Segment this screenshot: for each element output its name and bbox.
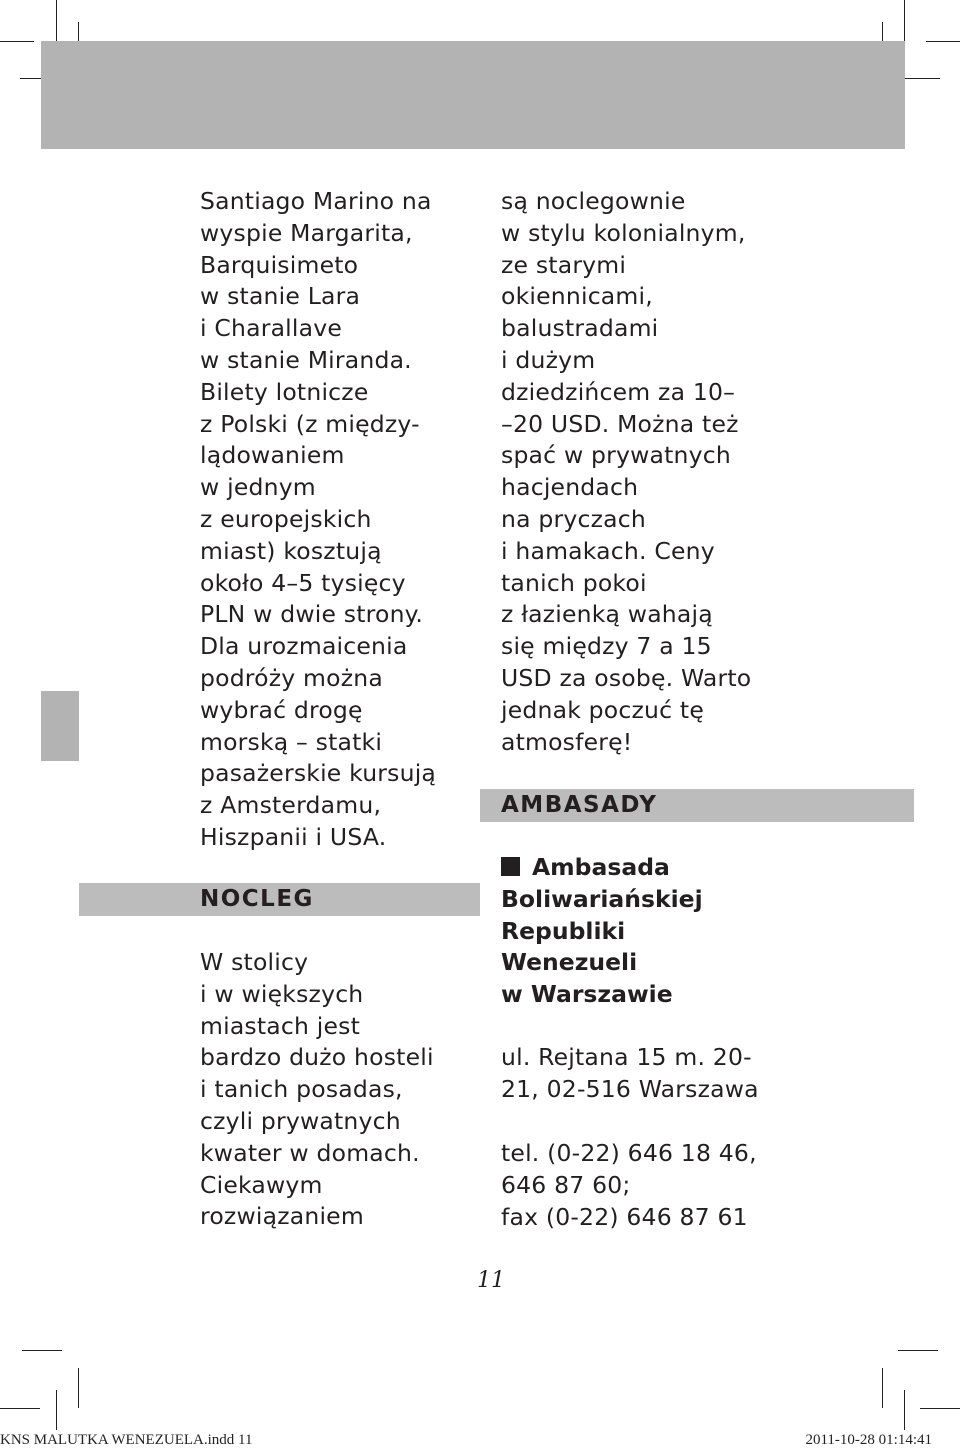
text-line: W stolicy (200, 948, 309, 976)
crop-mark (920, 1408, 960, 1409)
text-line: w stanie Lara (200, 282, 361, 311)
right-column-text (501, 186, 751, 758)
section-title-nocleg: NOCLEG (200, 886, 314, 912)
text-line: kwater w domach. (200, 1138, 420, 1167)
text-line: rozwiązaniem (200, 1202, 364, 1231)
text-line: z łazienką wahają (501, 600, 713, 629)
crop-mark (0, 41, 34, 42)
text-line: około 4–5 tysięcy (200, 568, 406, 597)
footer-timestamp: 2011-10-28 01:14:41 (805, 1432, 932, 1448)
text-line: Bilety lotnicze (200, 377, 369, 406)
text-line: w stylu kolonialnym, (501, 218, 746, 247)
text-line: wyspie Margarita, (200, 218, 413, 247)
text-line: w stanie Miranda. (200, 345, 412, 374)
text-line: czyli prywatnych (200, 1106, 401, 1135)
text-line: i tanich posadas, (200, 1075, 403, 1104)
text-line: pasażerskie kursują (200, 759, 437, 788)
text-line: spać w prywatnych (501, 441, 731, 470)
text-line: Barquisimeto (200, 250, 359, 279)
footer-filename: KNS MALUTKA WENEZUELA.indd 11 (0, 1432, 253, 1448)
crop-mark (78, 1368, 79, 1408)
text-line: bardzo dużo hosteli (200, 1043, 434, 1072)
text-line: Ciekawym (200, 1170, 323, 1199)
page-number: 11 (477, 1268, 505, 1293)
text-line: z Amsterdamu, (200, 791, 382, 820)
text-line: się między 7 a 15 (501, 632, 712, 661)
text-line: hacjendach (501, 473, 639, 502)
text-line: miastach jest (200, 1011, 361, 1040)
embassy-phone (501, 1138, 757, 1233)
text-line: atmosferę! (501, 727, 633, 756)
crop-mark (898, 1350, 938, 1351)
text-line: w jednym (200, 473, 316, 502)
embassy-name-line: Republiki (501, 916, 626, 945)
embassy-name-line: Wenezueli (501, 948, 638, 977)
text-line: –20 USD. Można też (501, 409, 739, 438)
text-line: wybrać drogę (200, 695, 363, 724)
embassy-address (501, 1042, 759, 1106)
text-line: z europejskich (200, 504, 372, 533)
phone-line: 646 87 60; (501, 1170, 631, 1199)
phone-line: tel. (0-22) 646 18 46, (501, 1139, 757, 1167)
address-line: ul. Rejtana 15 m. 20- (501, 1043, 752, 1071)
embassy-name-line: Boliwariańskiej (501, 884, 703, 913)
thumb-index-tab (41, 691, 79, 761)
text-line: i Charallave (200, 314, 342, 343)
text-line: z Polski (z między- (200, 409, 420, 438)
crop-mark (56, 1390, 57, 1430)
text-line: ze starymi (501, 250, 627, 279)
text-line: są noclegownie (501, 187, 686, 215)
text-line: Santiago Marino na (200, 187, 432, 215)
text-line: morską – statki (200, 727, 383, 756)
text-line: i dużym (501, 345, 596, 374)
left-column-nocleg-text (200, 947, 434, 1233)
text-line: podróży można (200, 663, 383, 692)
section-title-ambasady: AMBASADY (501, 792, 658, 818)
text-line: PLN w dwie strony. (200, 600, 424, 629)
text-line: USD za osobę. Warto (501, 663, 752, 692)
text-line: tanich pokoi (501, 568, 647, 597)
embassy-name-line: w Warszawie (501, 980, 673, 1009)
crop-mark (22, 1350, 62, 1351)
square-bullet-icon (501, 857, 520, 876)
text-line: balustradami (501, 314, 659, 343)
left-column-intro (200, 186, 436, 854)
text-line: jednak poczuć tę (501, 695, 704, 724)
crop-mark (904, 1390, 905, 1430)
crop-mark (882, 1368, 883, 1408)
crop-mark (926, 41, 960, 42)
phone-line: fax (0-22) 646 87 61 (501, 1202, 748, 1231)
text-line: lądowaniem (200, 441, 345, 470)
text-line: dziedzińcem za 10– (501, 377, 736, 406)
crop-mark (0, 1408, 40, 1409)
text-line: i hamakach. Ceny (501, 536, 715, 565)
text-line: na pryczach (501, 504, 646, 533)
embassy-name (501, 852, 703, 1011)
text-line: okiennicami, (501, 282, 653, 311)
address-line: 21, 02-516 Warszawa (501, 1074, 759, 1103)
text-line: miast) kosztują (200, 536, 382, 565)
text-line: i w większych (200, 979, 364, 1008)
embassy-name-line: Ambasada (501, 852, 703, 884)
header-band (41, 41, 905, 149)
text-line: Hiszpanii i USA. (200, 822, 387, 851)
text-line: Dla urozmaicenia (200, 632, 408, 661)
